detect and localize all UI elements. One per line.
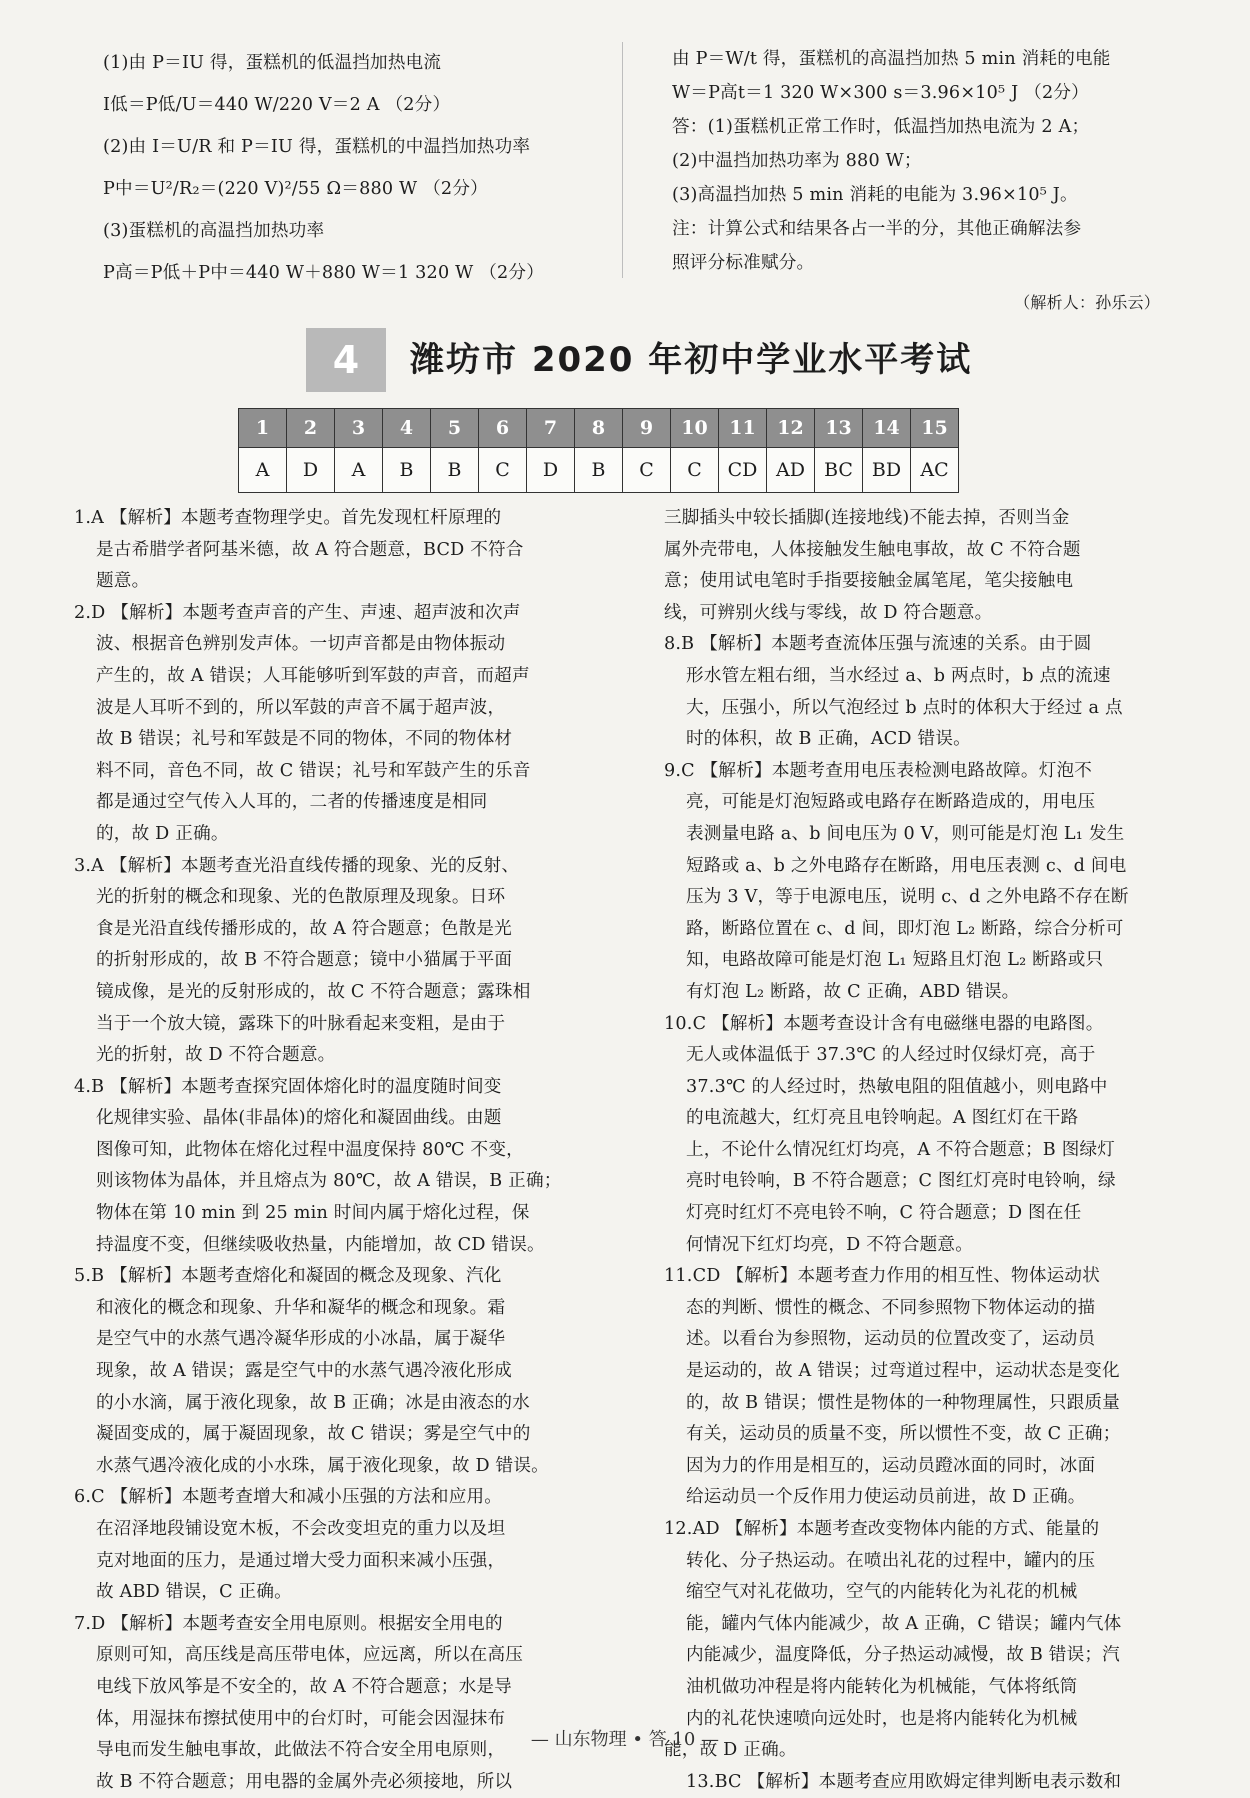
explanation-line: 时的体积，故 B 正确，ACD 错误。: [686, 729, 971, 750]
explanation-line: 凝固变成的，属于凝固现象，故 C 错误；雾是空气中的: [96, 1424, 531, 1445]
answer-table-numbers: [239, 409, 959, 448]
explanation-line: 短路或 a、b 之外电路存在断路，用电压表测 c、d 间电: [686, 855, 1127, 876]
question-number: 12: [767, 409, 815, 448]
question-number: 11: [719, 409, 767, 448]
explanation-line: 化规律实验、晶体(非晶体)的熔化和凝固曲线。由题: [96, 1108, 502, 1129]
top-left-solution: [103, 42, 613, 294]
explanation-line: 波是人耳听不到的，所以军鼓的声音不属于超声波，: [96, 697, 506, 718]
explanation-line: 产生的，故 A 错误；人耳能够听到军鼓的声音，而超声: [96, 665, 530, 686]
explanation-line: 电线下放风筝是不安全的，故 A 不符合题意；水是导: [96, 1676, 512, 1697]
solution-line: (3)蛋糕机的高温挡加热功率: [103, 221, 325, 241]
question-number: 9: [623, 409, 671, 448]
solution-line: 照评分标准赋分。: [672, 253, 815, 273]
explanation-line: 则该物体为晶体，并且熔点为 80℃，故 A 错误，B 正确；: [96, 1171, 562, 1192]
left-explanations: [74, 503, 592, 1798]
explanation-line: 的电流越大，红灯亮且电铃响起。A 图红灯在干路: [686, 1108, 1079, 1129]
answer-table: [238, 408, 959, 493]
question-number: 6: [479, 409, 527, 448]
explanation-line: 9.C 【解析】本题考查用电压表检测电路故障。灯泡不: [664, 760, 1093, 781]
section-number: 4: [306, 328, 386, 392]
explanation-line: 在沼泽地段铺设宽木板，不会改变坦克的重力以及坦: [96, 1519, 506, 1539]
question-number: 7: [527, 409, 575, 448]
explanation-line: 4.B 【解析】本题考查探究固体熔化时的温度随时间变: [74, 1076, 502, 1097]
explanation-line: 因为力的作用是相互的，运动员蹬冰面的同时，冰面: [686, 1455, 1096, 1476]
explanation-line: 能，故 D 正确。: [664, 1740, 797, 1761]
answer-key: B: [575, 448, 623, 493]
explanation-line: 亮，可能是灯泡短路或电路存在断路造成的，用电压: [686, 792, 1096, 813]
answer-key: A: [239, 448, 287, 493]
explanation-line: 6.C 【解析】本题考查增大和减小压强的方法和应用。: [74, 1487, 503, 1508]
solution-line: P高＝P低＋P中＝440 W＋880 W＝1 320 W （2分）: [103, 263, 544, 283]
question-number: 15: [911, 409, 959, 448]
explanation-line: 线，可辨别火线与零线，故 D 符合题意。: [664, 602, 993, 623]
explanation-line: 何情况下红灯均亮，D 不符合题意。: [686, 1234, 974, 1255]
explanation-line: 是古希腊学者阿基米德，故 A 符合题意，BCD 不符合: [96, 539, 524, 560]
section-header: [306, 328, 973, 392]
solution-line: I低＝P低/U＝440 W/220 V＝2 A （2分）: [103, 95, 451, 115]
explanation-line: 的，故 B 错误；惯性是物体的一种物理属性，只跟质量: [686, 1392, 1120, 1413]
explanation-line: 知，电路故障可能是灯泡 L₁ 短路且灯泡 L₂ 断路或只: [686, 950, 1104, 971]
explanation-line: 原则可知，高压线是高压带电体，应远离，所以在高压: [96, 1645, 524, 1666]
question-number: 3: [335, 409, 383, 448]
answer-key: BC: [815, 448, 863, 493]
explanation-line: 缩空气对礼花做功，空气的内能转化为礼花的机械: [686, 1582, 1078, 1603]
explanation-line: 故 ABD 错误，C 正确。: [96, 1582, 292, 1603]
explanation-line: 属外壳带电，人体接触发生触电事故，故 C 不符合题: [664, 539, 1081, 560]
answer-key: C: [671, 448, 719, 493]
explanation-line: 当于一个放大镜，露珠下的叶脉看起来变粗，是由于: [96, 1013, 506, 1034]
answer-table-answers: [239, 448, 959, 493]
explanation-line: 水蒸气遇冷液化成的小水珠，属于液化现象，故 D 错误。: [96, 1455, 549, 1476]
solution-line: P中＝U²/R₂＝(220 V)²/55 Ω＝880 W （2分）: [103, 179, 488, 199]
question-number: 13: [815, 409, 863, 448]
explanation-line: 的小水滴，属于液化现象，故 B 正确；冰是由液态的水: [96, 1392, 530, 1413]
explanation-line: 三脚插头中较长插脚(连接地线)不能去掉，否则当金: [664, 508, 1070, 528]
explanation-line: 光的折射，故 D 不符合题意。: [96, 1045, 336, 1066]
answer-key: A: [335, 448, 383, 493]
explanation-line: 述。以看台为参照物，运动员的位置改变了，运动员: [686, 1329, 1096, 1350]
solution-line: (2)中温挡加热功率为 880 W；: [672, 151, 922, 171]
explanation-line: 波、根据音色辨别发声体。一切声音都是由物体振动: [96, 634, 506, 655]
answer-key: B: [431, 448, 479, 493]
explanation-line: 意；使用试电笔时手指要接触金属笔尾，笔尖接触电: [664, 571, 1074, 592]
explanation-line: 图像可知，此物体在熔化过程中温度保持 80℃ 不变，: [96, 1139, 524, 1160]
question-number: 2: [287, 409, 335, 448]
explanation-line: 物体在第 10 min 到 25 min 时间内属于熔化过程，保: [96, 1203, 530, 1224]
explanation-line: 有关，运动员的质量不变，所以惯性不变，故 C 正确；: [686, 1424, 1121, 1445]
explanation-line: 料不同，音色不同，故 C 错误；礼号和军鼓产生的乐音: [96, 760, 531, 781]
solution-line: 由 P＝W/t 得，蛋糕机的高温挡加热 5 min 消耗的电能: [672, 49, 1111, 69]
solution-line: 答：(1)蛋糕机正常工作时，低温挡加热电流为 2 A；: [672, 117, 1090, 137]
explanation-line: 内的礼花快速喷向远处时，也是将内能转化为机械: [686, 1708, 1078, 1729]
explanation-line: 内能减少，温度降低，分子热运动减慢，故 B 错误；汽: [686, 1645, 1120, 1666]
solution-line: 注：计算公式和结果各占一半的分，其他正确解法参: [672, 219, 1082, 239]
page-footer: — 山东物理 • 答 10 —: [530, 1729, 720, 1750]
solution-line: (2)由 I＝U/R 和 P＝IU 得，蛋糕机的中温挡加热功率: [103, 137, 531, 157]
right-explanations: [664, 503, 1174, 1798]
explanation-line: 12.AD 【解析】本题考查改变物体内能的方式、能量的: [664, 1519, 1100, 1539]
explanation-line: 37.3℃ 的人经过时，热敏电阻的阻值越小，则电路中: [686, 1076, 1108, 1097]
explanation-line: 5.B 【解析】本题考查熔化和凝固的概念及现象、汽化: [74, 1266, 502, 1287]
top-right-solution: [672, 42, 1172, 320]
solution-line: (1)由 P＝IU 得，蛋糕机的低温挡加热电流: [103, 53, 442, 73]
explanation-line: 故 B 错误；礼号和军鼓是不同的物体，不同的物体材: [96, 729, 513, 750]
explanation-line: 是运动的，故 A 错误；过弯道过程中，运动状态是变化: [686, 1361, 1120, 1382]
column-divider: [622, 42, 623, 278]
explanation-line: 都是通过空气传入人耳的，二者的传播速度是相同: [96, 792, 488, 813]
explanation-line: 镜成像，是光的反射形成的，故 C 不符合题意；露珠相: [96, 981, 531, 1002]
answer-key: AC: [911, 448, 959, 493]
answer-key: AD: [767, 448, 815, 493]
solution-line: W＝P高t＝1 320 W×300 s＝3.96×10⁵ J （2分）: [672, 83, 1089, 103]
explanation-line: 体，用湿抹布擦拭使用中的台灯时，可能会因湿抹布: [96, 1708, 506, 1729]
analyst-credit: （解析人：孙乐云）: [1014, 293, 1160, 312]
question-number: 1: [239, 409, 287, 448]
explanation-line: 的，故 D 正确。: [96, 823, 229, 844]
explanation-line: 亮时电铃响，B 不符合题意；C 图红灯亮时电铃响，绿: [686, 1171, 1116, 1192]
explanation-line: 路，断路位置在 c、d 间，即灯泡 L₂ 断路，综合分析可: [686, 918, 1124, 939]
explanation-line: 压为 3 V，等于电源电压，说明 c、d 之外电路不存在断: [686, 887, 1129, 908]
explanation-line: 大，压强小，所以气泡经过 b 点时的体积大于经过 a 点: [686, 697, 1123, 718]
explanation-line: 克对地面的压力，是通过增大受力面积来减小压强，: [96, 1550, 506, 1571]
explanation-line: 给运动员一个反作用力使运动员前进，故 D 正确。: [686, 1487, 1086, 1508]
explanation-line: 态的判断、惯性的概念、不同参照物下物体运动的描: [686, 1297, 1096, 1318]
answer-key: B: [383, 448, 431, 493]
explanation-line: 2.D 【解析】本题考查声音的产生、声速、超声波和次声: [74, 602, 521, 623]
answer-key: C: [479, 448, 527, 493]
answer-key: C: [623, 448, 671, 493]
explanation-line: 10.C 【解析】本题考查设计含有电磁继电器的电路图。: [664, 1013, 1104, 1034]
explanation-line: 灯亮时红灯不亮电铃不响，C 符合题意；D 图在任: [686, 1203, 1082, 1224]
explanation-line: 8.B 【解析】本题考查流体压强与流速的关系。由于圆: [664, 634, 1092, 655]
answer-key: BD: [863, 448, 911, 493]
explanation-line: 持温度不变，但继续吸收热量，内能增加，故 CD 错误。: [96, 1234, 545, 1255]
explanation-line: 11.CD 【解析】本题考查力作用的相互性、物体运动状: [664, 1266, 1101, 1287]
explanation-line: 转化、分子热运动。在喷出礼花的过程中，罐内的压: [686, 1550, 1096, 1571]
answer-key: D: [527, 448, 575, 493]
explanation-line: 表测量电路 a、b 间电压为 0 V，则可能是灯泡 L₁ 发生: [686, 823, 1125, 844]
explanation-line: 光的折射的概念和现象、光的色散原理及现象。日环: [96, 887, 506, 908]
question-number: 4: [383, 409, 431, 448]
explanation-line: 的折射形成的，故 B 不符合题意；镜中小猫属于平面: [96, 950, 513, 971]
section-title: 潍坊市 2020 年初中学业水平考试: [410, 340, 973, 380]
solution-line: (3)高温挡加热 5 min 消耗的电能为 3.96×10⁵ J。: [672, 185, 1078, 205]
explanation-line: 3.A 【解析】本题考查光沿直线传播的现象、光的反射、: [74, 855, 520, 876]
explanation-line: 故 B 不符合题意；用电器的金属外壳必须接地，所以: [96, 1771, 513, 1792]
explanation-line: 有灯泡 L₂ 断路，故 C 正确，ABD 错误。: [686, 981, 1020, 1002]
question-number: 10: [671, 409, 719, 448]
question-number: 5: [431, 409, 479, 448]
answer-key: CD: [719, 448, 767, 493]
explanation-line: 食是光沿直线传播形成的，故 A 符合题意；色散是光: [96, 918, 512, 939]
explanation-line: 形水管左粗右细，当水经过 a、b 两点时，b 点的流速: [686, 665, 1111, 686]
explanation-line: 现象，故 A 错误；露是空气中的水蒸气遇冷液化形成: [96, 1361, 512, 1382]
explanation-line: 题意。: [96, 571, 150, 592]
explanation-line: 无人或体温低于 37.3℃ 的人经过时仅绿灯亮，高于: [686, 1045, 1096, 1066]
explanation-line: 上，不论什么情况红灯均亮，A 不符合题意；B 图绿灯: [686, 1139, 1116, 1160]
question-number: 14: [863, 409, 911, 448]
explanation-line: 能，罐内气体内能减少，故 A 正确，C 错误；罐内气体: [686, 1613, 1122, 1634]
explanation-line: 是空气中的水蒸气遇冷凝华形成的小冰晶，属于凝华: [96, 1329, 506, 1350]
explanation-line: 13.BC 【解析】本题考查应用欧姆定律判断电表示数和: [686, 1771, 1122, 1792]
explanation-line: 1.A 【解析】本题考查物理学史。首先发现杠杆原理的: [74, 508, 502, 528]
explanation-line: 油机做功冲程是将内能转化为机械能，气体将纸筒: [686, 1676, 1078, 1697]
explanation-line: 和液化的概念和现象、升华和凝华的概念和现象。霜: [96, 1297, 506, 1318]
explanation-line: 导电而发生触电事故，此做法不符合安全用电原则，: [96, 1740, 506, 1761]
question-number: 8: [575, 409, 623, 448]
explanation-line: 7.D 【解析】本题考查安全用电原则。根据安全用电的: [74, 1613, 503, 1634]
answer-key: D: [287, 448, 335, 493]
